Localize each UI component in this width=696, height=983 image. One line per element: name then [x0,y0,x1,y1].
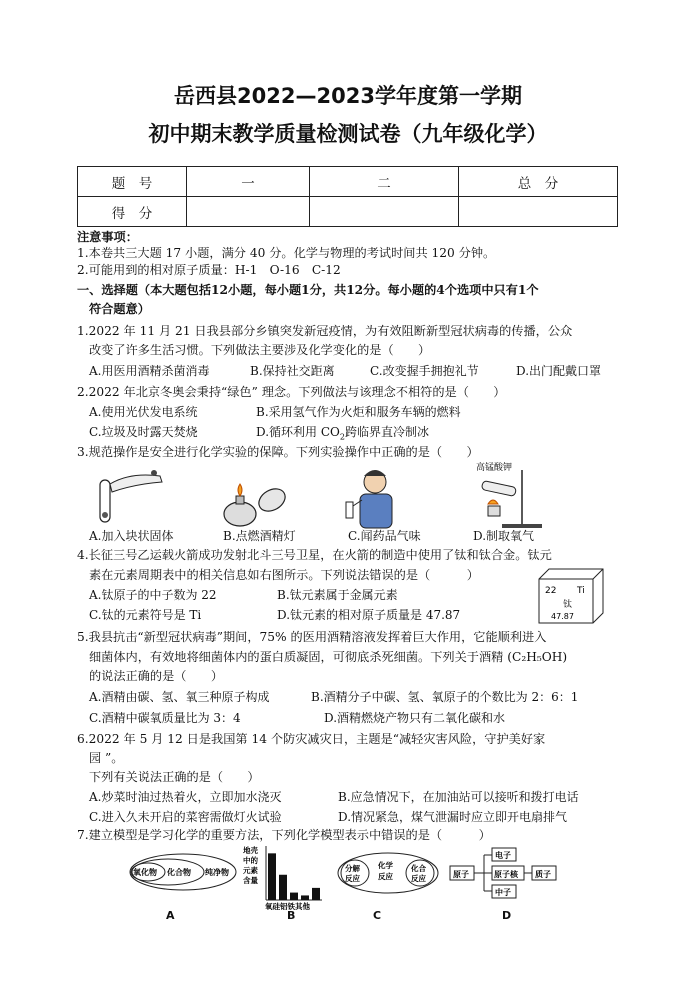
notes-line: 2.可能用到的相对原子质量：H-1 O-16 C-12 [77,263,341,277]
bar [301,895,309,900]
score-cell: 总 分 [459,167,618,197]
oxygen-apparatus-illustration [476,462,542,528]
label-pure-substance: 纯净物 [205,868,229,877]
model-a-venn [128,850,238,896]
option-b[interactable]: B.采用氢气作为火炬和服务车辆的燃料 [256,405,461,419]
option-d[interactable]: D.钛元素的相对原子质量是 47.87 [277,608,461,622]
bar [268,853,276,900]
subscript: 2 [339,432,345,442]
option-d[interactable]: D.情况紧急，煤气泄漏时应立即开电扇排气 [338,810,568,824]
score-input-cell[interactable] [187,197,310,227]
option-d[interactable] [256,424,429,445]
question-stem: 细菌体内，有效地将细菌体内的蛋白质凝固，可彻底杀死细菌。下列关于酒精 (C₂H₅OH) [89,650,568,664]
option-a[interactable]: A.炒菜时油过热着火，立即加水浇灭 [89,790,282,804]
option-b[interactable]: B.点燃酒精灯 [223,529,296,543]
label-neutron: 中子 [495,888,511,897]
question-stem: 1.2022 年 11 月 21 日我县部分乡镇突发新冠疫情，为有效阻断新型冠状病毒的传播，公众 [77,324,573,338]
q3-illustrations [90,462,690,530]
question-stem: 的说法正确的是（ ） [89,669,224,683]
apparatus-label: 高锰酸钾 [476,463,513,473]
label-combination: 反应 [411,874,426,883]
model-d-atom-structure [448,846,568,902]
score-cell: 一 [187,167,310,197]
option-c[interactable]: C.钛的元素符号是 Ti [89,608,202,622]
label-chemical-reaction: 化学 [378,861,393,870]
option-c[interactable]: C.进入久未开启的菜窖需做灯火试验 [89,810,282,824]
ylabel-line: 地壳 [243,846,258,855]
label-decomposition: 反应 [345,874,360,883]
label-nucleus: 原子核 [494,870,518,879]
periodic-cell-ti [537,567,607,625]
option-d[interactable]: D.制取氧气 [473,529,535,543]
bar [312,888,320,900]
model-c-venn [336,851,440,895]
label-combination: 化合 [411,864,426,873]
score-cell: 题 号 [78,167,187,197]
person-smelling-illustration [346,470,392,528]
option-c[interactable]: C.改变握手拥抱礼节 [370,364,479,378]
option-b[interactable]: B.钛元素属于金属元素 [277,588,398,602]
question-stem: 2.2022 年北京冬奥会秉持“绿色” 理念。下列做法与该理念不相符的是（ ） [77,385,506,399]
option-b[interactable]: B.保持社交距离 [250,364,335,378]
alcohol-lamp-illustration [224,484,289,526]
ylabel-line: 中的 [243,856,258,865]
label-electron: 电子 [495,851,511,860]
model-b-bar-chart [240,844,324,910]
question-stem: 6.2022 年 5 月 12 日是我国第 14 个防灾减灾日，主题是“减轻灾害风险，守护美好家 [77,732,546,746]
question-stem: 3.规范操作是安全进行化学实验的保障。下列实验操作中正确的是（ ） [77,445,479,459]
option-b[interactable]: B.应急情况下，在加油站可以接听和拨打电话 [338,790,579,804]
atomic-number: 22 [545,586,557,596]
question-stem: 素在元素周期表中的相关信息如右图所示。下列说法错误的是（ ） [89,568,479,582]
score-table-row [78,197,618,227]
bar [290,893,298,900]
option-a[interactable]: A.钛原子的中子数为 22 [89,588,217,602]
score-cell: 得 分 [78,197,187,227]
exam-title-line1: 岳西县2022—2023学年度第一学期 [174,84,522,108]
option-d-text: 跨临界直冷制冰 [344,425,429,439]
option-c[interactable]: C.垃圾及时露天焚烧 [89,425,198,439]
notes-line: 1.本卷共三大题 17 小题，满分 40 分。化学与物理的考试时间共 120 分钟。 [77,246,496,260]
option-a[interactable]: A.使用光伏发电系统 [89,405,198,419]
question-stem: 4.长征三号乙运载火箭成功发射北斗三号卫星，在火箭的制造中使用了钛和钛合金。钛元 [77,548,552,562]
label-compound: 化合物 [167,868,191,877]
bar [279,875,287,900]
question-stem: 5.我县抗击“新型冠状病毒”期间，75% 的医用酒精溶液发挥着巨大作用，它能顺利进入 [77,630,547,644]
score-table-header-row [78,167,618,197]
figure-label-a[interactable]: A [166,909,175,922]
label-oxide: 氧化物 [133,868,157,877]
label-decomposition: 分解 [345,864,360,873]
score-table [77,166,618,227]
element-symbol: Ti [577,586,585,596]
option-b[interactable]: B.酒精分子中碳、氢、氧原子的个数比为 2：6：1 [311,690,579,704]
figure-label-b[interactable]: B [287,909,296,922]
exam-title-line2: 初中期末教学质量检测试卷（九年级化学） [148,122,548,146]
option-a[interactable]: A.酒精由碳、氢、氧三种原子构成 [89,690,270,704]
option-d[interactable]: D.酒精燃烧产物只有二氧化碳和水 [324,711,506,725]
ylabel-line: 元素 [243,866,258,875]
question-stem: 改变了许多生活习惯。下列做法主要涉及化学变化的是（ ） [89,343,431,357]
figure-label-c[interactable]: C [373,909,382,922]
label-atom: 原子 [453,870,469,879]
label-chemical-reaction: 反应 [378,872,393,881]
section-heading: 一、选择题（本大题包括12小题，每小题1分，共12分。每小题的4个选项中只有1个 [77,283,539,297]
score-cell: 二 [310,167,459,197]
score-input-cell[interactable] [459,197,618,227]
section-heading-cont: 符合题意） [89,302,150,316]
notes-heading: 注意事项： [77,230,138,244]
question-stem: 7.建立模型是学习化学的重要方法，下列化学模型表示中错误的是（ ） [77,828,491,842]
option-a[interactable]: A.加入块状固体 [89,529,174,543]
score-input-cell[interactable] [310,197,459,227]
option-a[interactable]: A.用医用酒精杀菌消毒 [89,364,210,378]
option-c[interactable]: C.闻药品气味 [348,529,421,543]
label-proton: 质子 [535,870,551,879]
question-stem: 下列有关说法正确的是（ ） [89,770,260,784]
atomic-mass: 47.87 [551,612,574,621]
option-c[interactable]: C.酒精中碳氧质量比为 3：4 [89,711,241,725]
xlabel: 氧硅铝铁其他 [265,902,310,910]
element-name: 钛 [563,600,573,610]
option-d-text: D.循环利用 CO [256,425,340,439]
figure-label-d[interactable]: D [502,909,512,922]
test-tube-illustration [100,470,162,522]
question-stem: 园 ”。 [89,751,124,765]
option-d[interactable]: D.出门配戴口罩 [516,364,602,378]
ylabel-line: 含量 [243,876,258,885]
